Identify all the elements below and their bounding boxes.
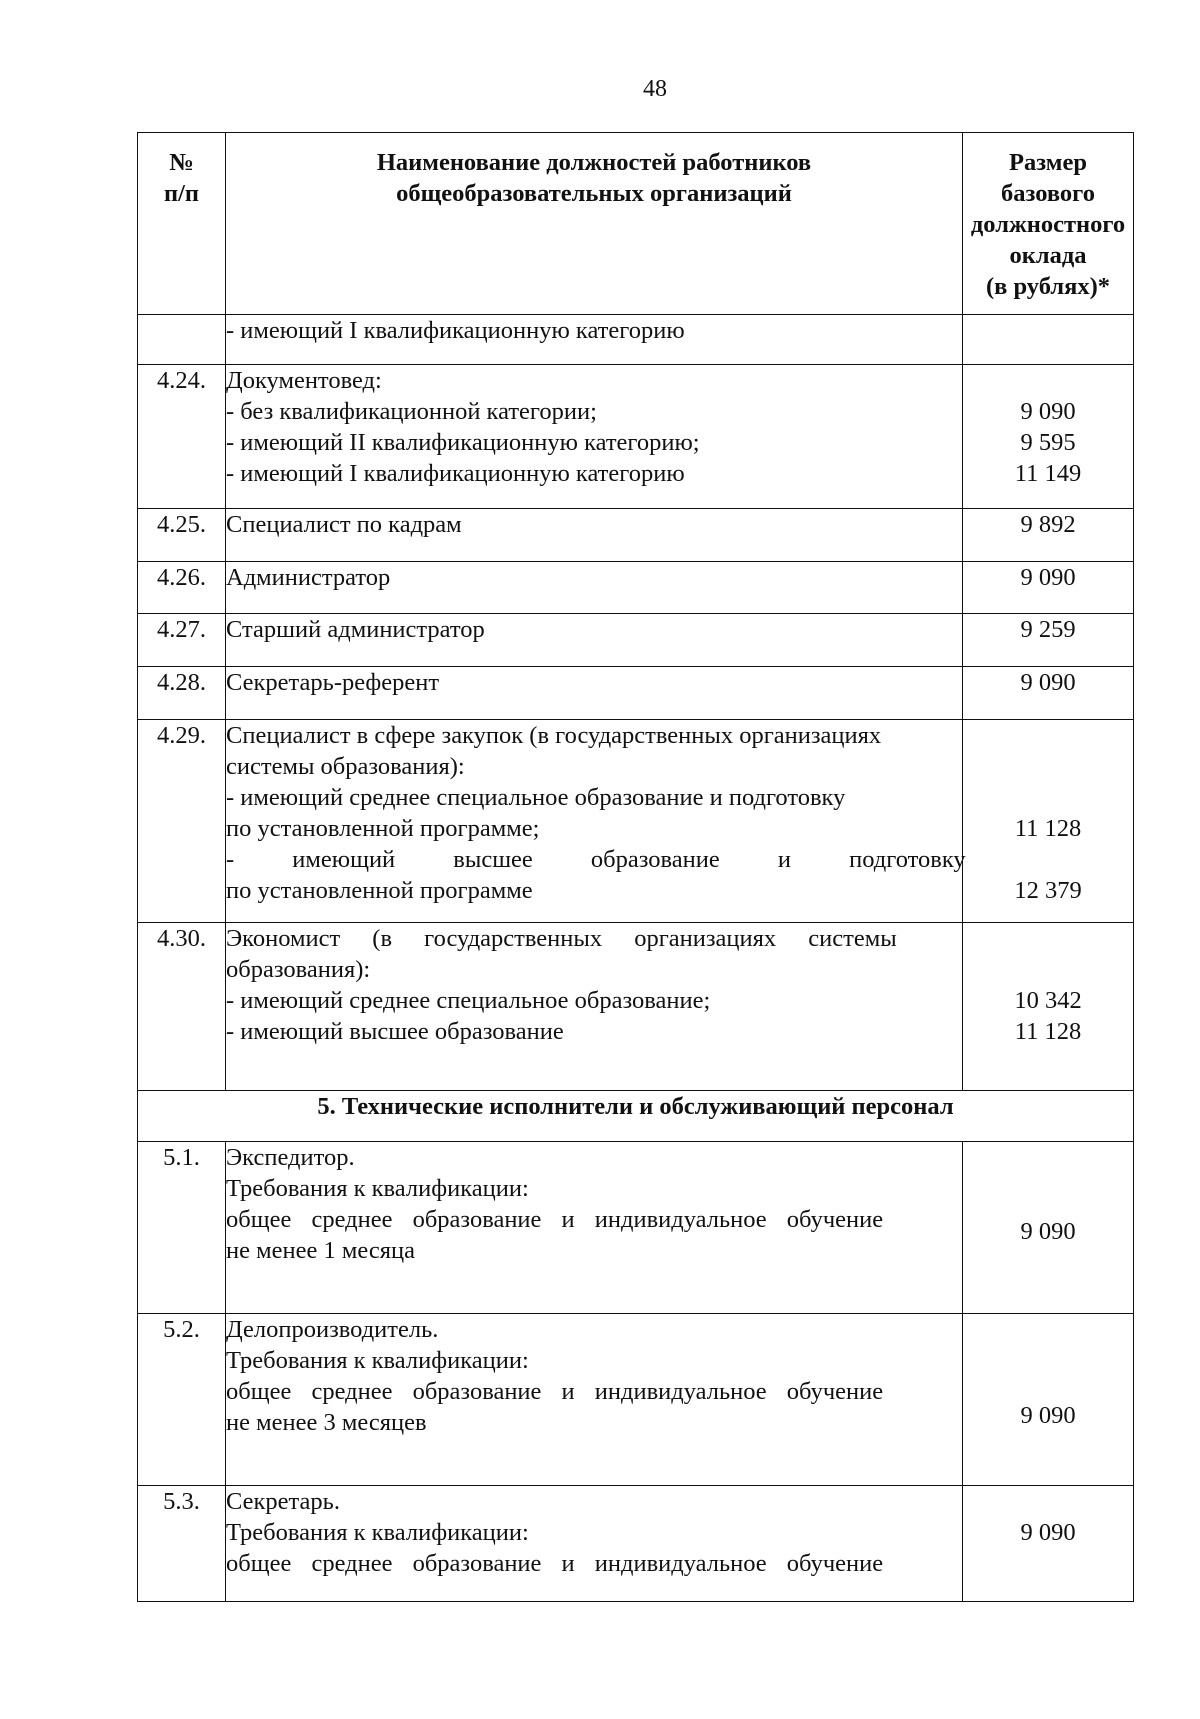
description-line: - имеющий I квалификационную категорию — [226, 460, 685, 487]
row-value — [963, 365, 1134, 509]
description-line: Секретарь. — [226, 1488, 340, 1515]
header-salary-line: (в рублях)* — [985, 273, 1111, 300]
description-line: - имеющий среднее специальное образование и подготовку — [226, 784, 846, 811]
table-row — [138, 667, 1134, 720]
salary-value: 9 090 — [1020, 1402, 1076, 1429]
row-num: 4.24. — [138, 365, 226, 509]
row-num: 5.3. — [138, 1486, 226, 1602]
row-description — [226, 1486, 963, 1602]
table-row — [138, 923, 1134, 1091]
row-num: 4.27. — [138, 614, 226, 667]
description-line: не менее 1 месяца — [226, 1237, 415, 1264]
salary-value: 9 259 — [1020, 616, 1076, 643]
header-name — [226, 133, 963, 315]
description-line: образования): — [226, 956, 371, 983]
row-value — [963, 614, 1134, 667]
header-salary-line: оклада — [1009, 242, 1087, 269]
row-description — [226, 562, 963, 614]
header-salary-line: Размер — [1009, 149, 1087, 176]
salary-value: 9 595 — [1020, 429, 1076, 456]
table-row — [138, 315, 1134, 365]
description-line: Экономист (в государственных организациях системы — [226, 925, 897, 952]
table-row — [138, 614, 1134, 667]
salary-value — [963, 923, 1133, 954]
row-num — [138, 315, 226, 365]
description-line: по установленной программе; — [226, 815, 540, 842]
table-row — [138, 720, 1134, 923]
description-line: Старший администратор — [226, 616, 485, 643]
table-row — [138, 1142, 1134, 1314]
section-header-row — [138, 1091, 1134, 1142]
description-line: по установленной программе — [226, 877, 533, 904]
row-description — [226, 1142, 963, 1314]
description-line: Делопроизводитель. — [226, 1316, 439, 1343]
description-line: общее среднее образование и индивидуальное обучение — [226, 1206, 884, 1233]
header-salary-line: должностного — [970, 211, 1126, 238]
row-description — [226, 315, 963, 365]
salary-value: 9 090 — [1020, 669, 1076, 696]
salary-value — [963, 954, 1133, 985]
row-value — [963, 1486, 1134, 1602]
description-line: Требования к квалификации: — [226, 1175, 529, 1202]
salary-table — [137, 132, 1134, 1602]
table-row — [138, 365, 1134, 509]
table-row — [138, 1314, 1134, 1486]
row-description — [226, 1314, 963, 1486]
description-line: - имеющий II квалификационную категорию; — [226, 429, 700, 456]
row-num: 4.28. — [138, 667, 226, 720]
description-line: Требования к квалификации: — [226, 1347, 529, 1374]
description-line: общее среднее образование и индивидуальное обучение — [226, 1378, 884, 1405]
salary-value: 9 090 — [1020, 398, 1076, 425]
row-num: 4.30. — [138, 923, 226, 1091]
table-row — [138, 1486, 1134, 1602]
section-title: 5. Технические исполнители и обслуживающий персонал — [138, 1091, 1134, 1142]
description-line: - имеющий высшее образование — [226, 1018, 564, 1045]
header-name-line: общеобразовательных организаций — [396, 180, 792, 207]
salary-value: 11 149 — [1014, 460, 1082, 487]
row-value — [963, 562, 1134, 614]
header-name-line: Наименование должностей работников — [376, 149, 812, 176]
description-line: Администратор — [226, 564, 391, 591]
row-num: 4.29. — [138, 720, 226, 923]
header-salary — [963, 133, 1134, 315]
row-value — [963, 923, 1134, 1091]
row-num: 5.1. — [138, 1142, 226, 1314]
row-value — [963, 720, 1134, 923]
row-description — [226, 720, 966, 923]
description-line: - без квалификационной категории; — [226, 398, 597, 425]
header-salary-line: базового — [1001, 180, 1095, 207]
description-line: общее среднее образование и индивидуальное обучение — [226, 1550, 884, 1577]
row-num: 4.25. — [138, 509, 226, 562]
description-line: - имеющий среднее специальное образование; — [226, 987, 711, 1014]
salary-value: 11 128 — [1014, 1018, 1082, 1045]
salary-value: 10 342 — [1014, 987, 1082, 1014]
description-line: Специалист в сфере закупок (в государственных организациях — [226, 722, 882, 749]
row-value — [963, 667, 1134, 720]
description-line: Экспедитор. — [226, 1144, 355, 1171]
salary-value: 9 090 — [1020, 564, 1076, 591]
description-line: не менее 3 месяцев — [226, 1409, 427, 1436]
table-header-row — [138, 133, 1134, 315]
description-line: системы образования): — [226, 753, 465, 780]
row-num: 5.2. — [138, 1314, 226, 1486]
salary-value: 12 379 — [1014, 877, 1082, 904]
header-num — [138, 133, 226, 315]
description-line: Документовед: — [226, 367, 382, 394]
header-num-line: п/п — [163, 180, 200, 207]
row-description — [226, 923, 963, 1091]
table-row — [138, 509, 1134, 562]
description-line: Секретарь-референт — [226, 669, 440, 696]
header-num-line: № — [169, 149, 194, 176]
description-line: Требования к квалификации: — [226, 1519, 529, 1546]
row-value — [963, 1314, 1134, 1486]
description-line: - имеющий высшее образование и подготовку — [226, 846, 966, 873]
row-value — [963, 509, 1134, 562]
row-description — [226, 614, 963, 667]
page-number: 48 — [643, 76, 667, 102]
row-description — [226, 667, 963, 720]
salary-value — [963, 365, 1133, 396]
description-line: - имеющий I квалификационную категорию — [226, 317, 685, 344]
salary-value: 11 128 — [1014, 815, 1082, 842]
row-description — [226, 365, 963, 509]
salary-value: 9 090 — [1020, 1218, 1076, 1245]
table-row — [138, 562, 1134, 614]
salary-value: 9 090 — [1020, 1519, 1076, 1546]
row-value — [963, 315, 1134, 365]
row-num: 4.26. — [138, 562, 226, 614]
row-description — [226, 509, 963, 562]
salary-value: 9 892 — [1020, 511, 1076, 538]
row-value — [963, 1142, 1134, 1314]
description-line: Специалист по кадрам — [226, 511, 462, 538]
